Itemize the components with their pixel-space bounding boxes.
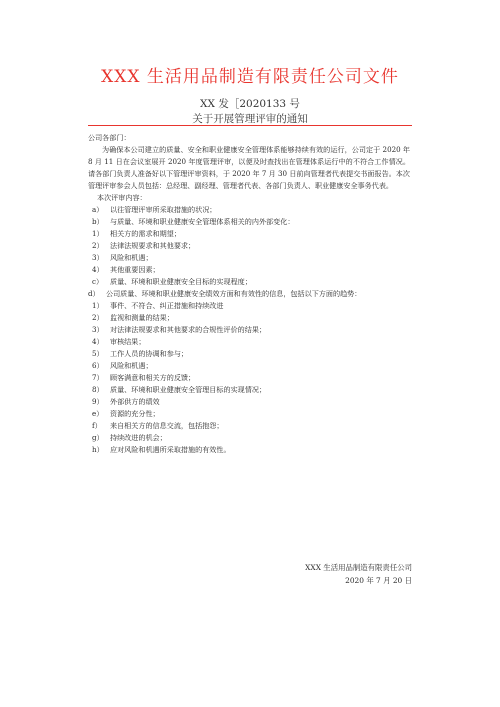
list-marker: g） <box>92 433 104 442</box>
list-item-text: 风险和机遇； <box>110 361 153 370</box>
list-item-text: 应对风险和机遇所采取措施的有效性。 <box>110 445 231 454</box>
review-content-intro: 本次评审内容： <box>97 193 147 202</box>
list-item <box>88 288 410 300</box>
review-items-list <box>88 204 410 456</box>
header-divider <box>88 125 412 126</box>
list-marker: e） <box>92 409 104 418</box>
list-item-text: 法律法规要求和其他要求； <box>110 241 196 250</box>
list-item-text: 顾客满意和相关方的反馈； <box>110 373 196 382</box>
list-item-text: 相关方的需求和期望； <box>110 229 181 238</box>
list-item-text: 事件、不符合、纠正措施和持续改进 <box>110 301 224 310</box>
list-item <box>88 372 410 384</box>
list-item-text: 与质量、环境和职业健康安全管理体系相关的内外部变化： <box>110 217 295 226</box>
list-item-text: 风险和机遇； <box>110 253 153 262</box>
list-marker: 9） <box>92 397 104 406</box>
list-marker: 1） <box>92 301 104 310</box>
list-item-text: 公司质量、环境和职业健康安全绩效方面和有效性的信息，包括以下方面的趋势： <box>106 289 362 298</box>
list-marker: b） <box>92 217 104 226</box>
list-marker: a） <box>92 205 104 214</box>
list-marker: d） <box>88 289 100 298</box>
list-item-text: 工作人员的协调和参与； <box>110 349 189 358</box>
list-marker: 3） <box>92 253 104 262</box>
list-item <box>88 336 410 348</box>
list-item-text: 以往管理评审所采取措施的状况； <box>110 205 217 214</box>
list-marker: f） <box>92 421 102 430</box>
list-item-text: 质量、环境和职业健康安全管理目标的实现情况； <box>110 385 267 394</box>
document-body <box>88 132 410 456</box>
list-item <box>88 216 410 228</box>
list-marker: 8） <box>92 385 104 394</box>
list-item <box>88 324 410 336</box>
list-item <box>88 444 410 456</box>
document-number: XX 发［2020133 号 <box>200 98 300 110</box>
list-item-text: 资源的充分性； <box>110 409 160 418</box>
list-marker: 7） <box>92 373 104 382</box>
list-item <box>88 312 410 324</box>
salutation: 公司各部门： <box>88 133 131 142</box>
list-item-text: 外部供方的绩效 <box>110 397 160 406</box>
list-marker: 3） <box>92 325 104 334</box>
list-item <box>88 276 410 288</box>
list-marker: 5） <box>92 349 104 358</box>
list-marker: 4） <box>92 337 104 346</box>
list-item-text: 质量、环境和职业健康安全目标的实现程度； <box>110 277 252 286</box>
list-marker: 6） <box>92 361 104 370</box>
notice-paragraph: 为确保本公司建立的质量、安全和职业健康安全管理体系能够持续有效的运行，公司定于 2020 年 8 月 11 日在会议室展开 2020 年度管理评审，以便及时查找出在管理体系运行中的不符合工作情况。请各部门负责人准备好以下管理评审资料，于 2020 年 7 月 30 日前向管理者代表提交书面报告。本次管理评审参会人员包括：总经理、副经理、管理者代表、各部门负责人、职业健康安全事务代表。 <box>88 145 410 190</box>
list-item-text: 来自相关方的信息交流，包括抱怨； <box>110 421 224 430</box>
list-marker: 2） <box>92 241 104 250</box>
list-marker: 2） <box>92 313 104 322</box>
signature-company: XXX 生活用品制造有限责任公司 <box>305 563 412 572</box>
list-item <box>88 408 410 420</box>
signature-block <box>305 561 412 587</box>
document-subject: 关于开展管理评审的通知 <box>192 113 308 125</box>
list-item-text: 持续改进的机会； <box>110 433 167 442</box>
list-marker: 4） <box>92 265 104 274</box>
list-item <box>88 432 410 444</box>
list-item <box>88 420 410 432</box>
list-item-text: 监视和测量的结果； <box>110 313 174 322</box>
list-item <box>88 396 410 408</box>
list-item <box>88 348 410 360</box>
list-item <box>88 240 410 252</box>
list-item <box>88 228 410 240</box>
list-item <box>88 252 410 264</box>
document-title: XXX 生活用品制造有限责任公司文件 <box>101 67 399 87</box>
list-item <box>88 264 410 276</box>
list-item-text: 其他重要因素； <box>110 265 160 274</box>
list-item <box>88 204 410 216</box>
signature-date: 2020 年 7 月 20 日 <box>345 576 412 585</box>
list-item-text: 对法律法规要求和其他要求的合规性评价的结果； <box>110 325 267 334</box>
list-marker: 1） <box>92 229 104 238</box>
list-item <box>88 384 410 396</box>
list-marker: h） <box>92 445 104 454</box>
list-marker: c） <box>92 277 104 286</box>
list-item <box>88 300 410 312</box>
list-item-text: 审核结果； <box>110 337 146 346</box>
list-item <box>88 360 410 372</box>
